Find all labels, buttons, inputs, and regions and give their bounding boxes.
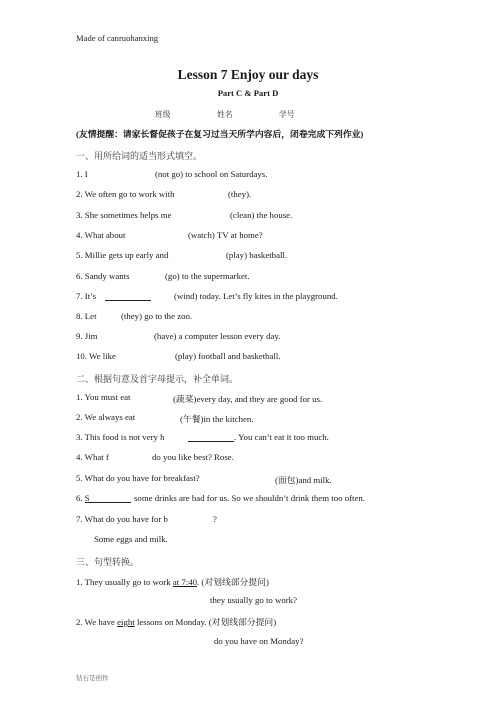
s1-item-3: 3. She sometimes helps me (clean) the house. <box>76 210 293 220</box>
student-number-label: 学号 <box>279 110 295 119</box>
s2-item-2: 2. We always eat (午餐)in the kitchen. <box>76 412 254 424</box>
parent-reminder: (友情提醒：请家长督促孩子在复习过当天所学内容后，闭卷完成下列作业) <box>76 129 364 139</box>
s1-item-4: 4. What about (watch) TV at home? <box>76 230 263 240</box>
class-label: 班级 <box>155 110 171 119</box>
answer-blank[interactable] <box>188 433 234 442</box>
s3-item-2: 2. We have eight lessons on Monday. (对划线部分提问) <box>76 617 277 627</box>
page-header: Made of canruohanxing <box>76 33 159 43</box>
s2-item-4: 4. What f do you like best? Rose. <box>76 452 234 462</box>
s2-item-7: 7. What do you have for b ? <box>76 514 217 524</box>
s1-item-6: 6. Sandy wants (go) to the supermarket. <box>76 271 250 281</box>
answer-blank[interactable] <box>105 292 151 301</box>
page-footer: 钻石是创作 <box>76 675 109 682</box>
section1-heading: 一、用所给词的适当形式填空。 <box>76 151 203 161</box>
s1-item-1: 1. I (not go) to school on Saturdays. <box>76 169 268 179</box>
s1-item-2: 2. We often go to work with (they). <box>76 189 252 199</box>
section3-heading: 三、句型转换。 <box>76 557 140 567</box>
s2-item-5: 5. What do you have for breakfast? (面包)and milk. <box>76 473 332 485</box>
s3-item-2-answer: do you have on Monday? <box>214 636 304 646</box>
s2-item-7-answer: Some eggs and milk. <box>94 534 168 544</box>
s1-item-8: 8. Let (they) go to the zoo. <box>76 311 193 321</box>
lesson-subtitle: Part C & Part D <box>217 88 279 98</box>
s1-item-9: 9. Jim (have) a computer lesson every day. <box>76 331 281 341</box>
s1-item-5: 5. Millie gets up early and (play) basketball. <box>76 250 288 260</box>
section2-heading: 二、根据句意及首字母提示，补全单词。 <box>76 374 239 384</box>
s3-item-1-answer: they usually go to work? <box>210 595 297 605</box>
s2-item-1: 1. You must eat (蔬菜)every day, and they are good for us. <box>76 392 323 404</box>
answer-blank[interactable] <box>85 494 131 503</box>
s2-item-6: 6. S some drinks are bad for us. So we shouldn’t drink them too often. <box>76 493 365 503</box>
s3-item-1: 1. They usually go to work at 7:40. (对划线部分提问) <box>76 577 269 587</box>
name-label: 姓名 <box>217 110 233 119</box>
s1-item-7: 7. It’s (wind) today. Let’s fly kites in the playground. <box>76 291 338 301</box>
lesson-title: Lesson 7 Enjoy our days <box>177 67 319 82</box>
s2-item-3: 3. This food is not very h . You can’t eat it too much. <box>76 432 329 442</box>
s1-item-10: 10. We like (play) football and basketball. <box>76 351 281 361</box>
